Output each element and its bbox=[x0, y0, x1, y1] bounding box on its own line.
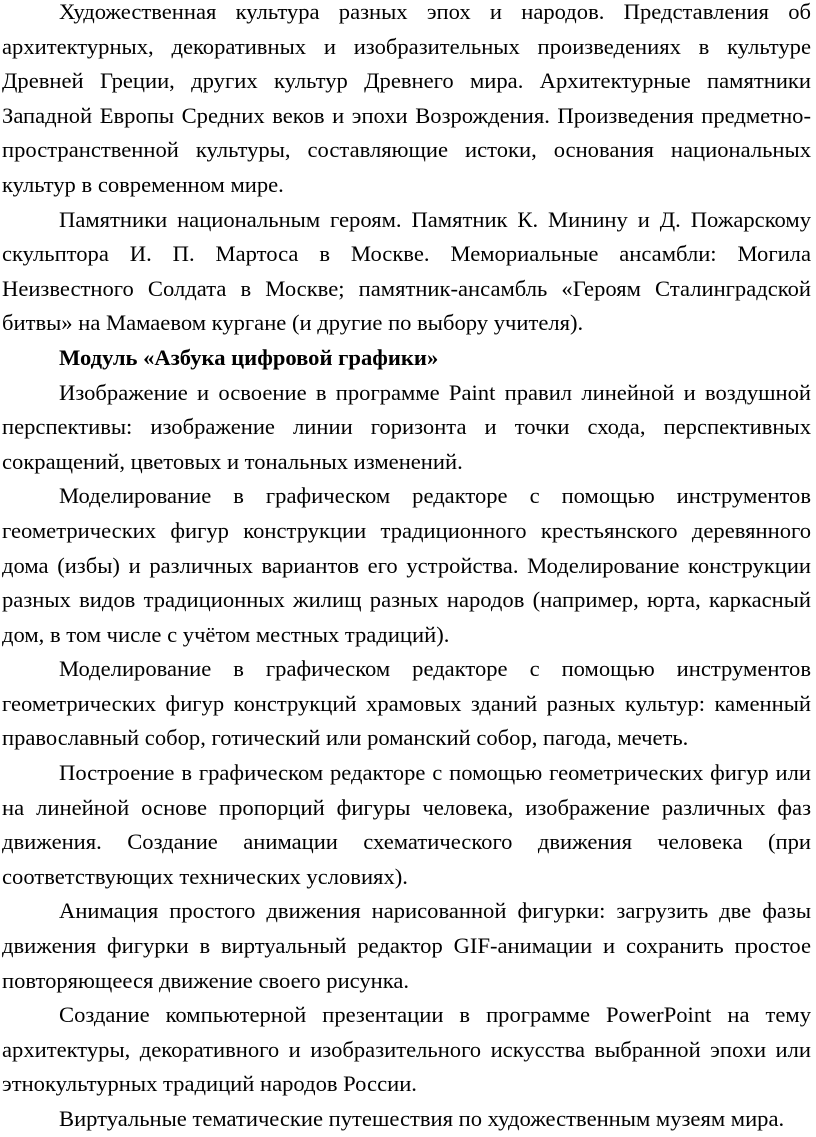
paragraph-human-figure-animation: Построение в графическом редакторе с помощью геометрических фигур или на линейной основе пропорций фигуры человека, изображение различных фаз движения. Создание анимации схематического движения человека (при соответствующих технических условиях). bbox=[2, 760, 811, 889]
paragraph-national-heroes-monuments: Памятники национальным героям. Памятник К. Минину и Д. Пожарскому скульптора И. П. Мартоса в Москве. Мемориальные ансамбли: Могила Неизвестного Солдата в Москве; памятник-ансамбль «Героям Сталинградской битвы» на Мамаевом кургане (и другие по выбору учителя). bbox=[2, 206, 811, 336]
paragraph-art-culture-eras: Художественная культура разных эпох и народов. Представления об архитектурных, декоративных и изобразительных произведениях в культуре Древней Греции, других культур Древнего мира. Архитектурные памятники Западной Европы Средних веков и эпохи Возрождения. Произведения предметно-пространственной культуры, составляющие истоки, основания национальных культур в современном мире. bbox=[2, 0, 811, 197]
paragraph-virtual-museum-tours: Виртуальные тематические путешествия по художественным музеям мира. bbox=[59, 1106, 785, 1131]
paragraph-gif-animation: Анимация простого движения нарисованной фигурки: загрузить две фазы движения фигурки в виртуальный редактор GIF-анимации и сохранить простое повторяющееся движение своего рисунка. bbox=[2, 898, 811, 993]
paragraph-izba-modeling: Моделирование в графическом редакторе с помощью инструментов геометрических фигур конструкции традиционного крестьянского деревянного дома (избы) и различных вариантов его устройства. Моделирование конструкции разных видов традиционных жилищ разных народов (например, юрта, каркасный дом, в том числе с учётом местных традиций). bbox=[2, 483, 811, 647]
paragraph-powerpoint-presentation: Создание компьютерной презентации в программе PowerPoint на тему архитектуры, декоративного и изобразительного искусства выбранной эпохи или этнокультурных традиций народов России. bbox=[2, 1002, 811, 1097]
paragraph-perspective-paint: Изображение и освоение в программе Paint правил линейной и воздушной перспективы: изображение линии горизонта и точки схода, перспективных сокращений, цветовых и тональных изменений. bbox=[2, 379, 811, 474]
module-heading: Модуль «Азбука цифровой графики» bbox=[59, 344, 439, 370]
paragraph-temple-modeling: Моделирование в графическом редакторе с помощью инструментов геометрических фигур конструкций храмовых зданий разных культур: каменный православный собор, готический или романский собор, пагода, мечеть. bbox=[2, 656, 811, 751]
